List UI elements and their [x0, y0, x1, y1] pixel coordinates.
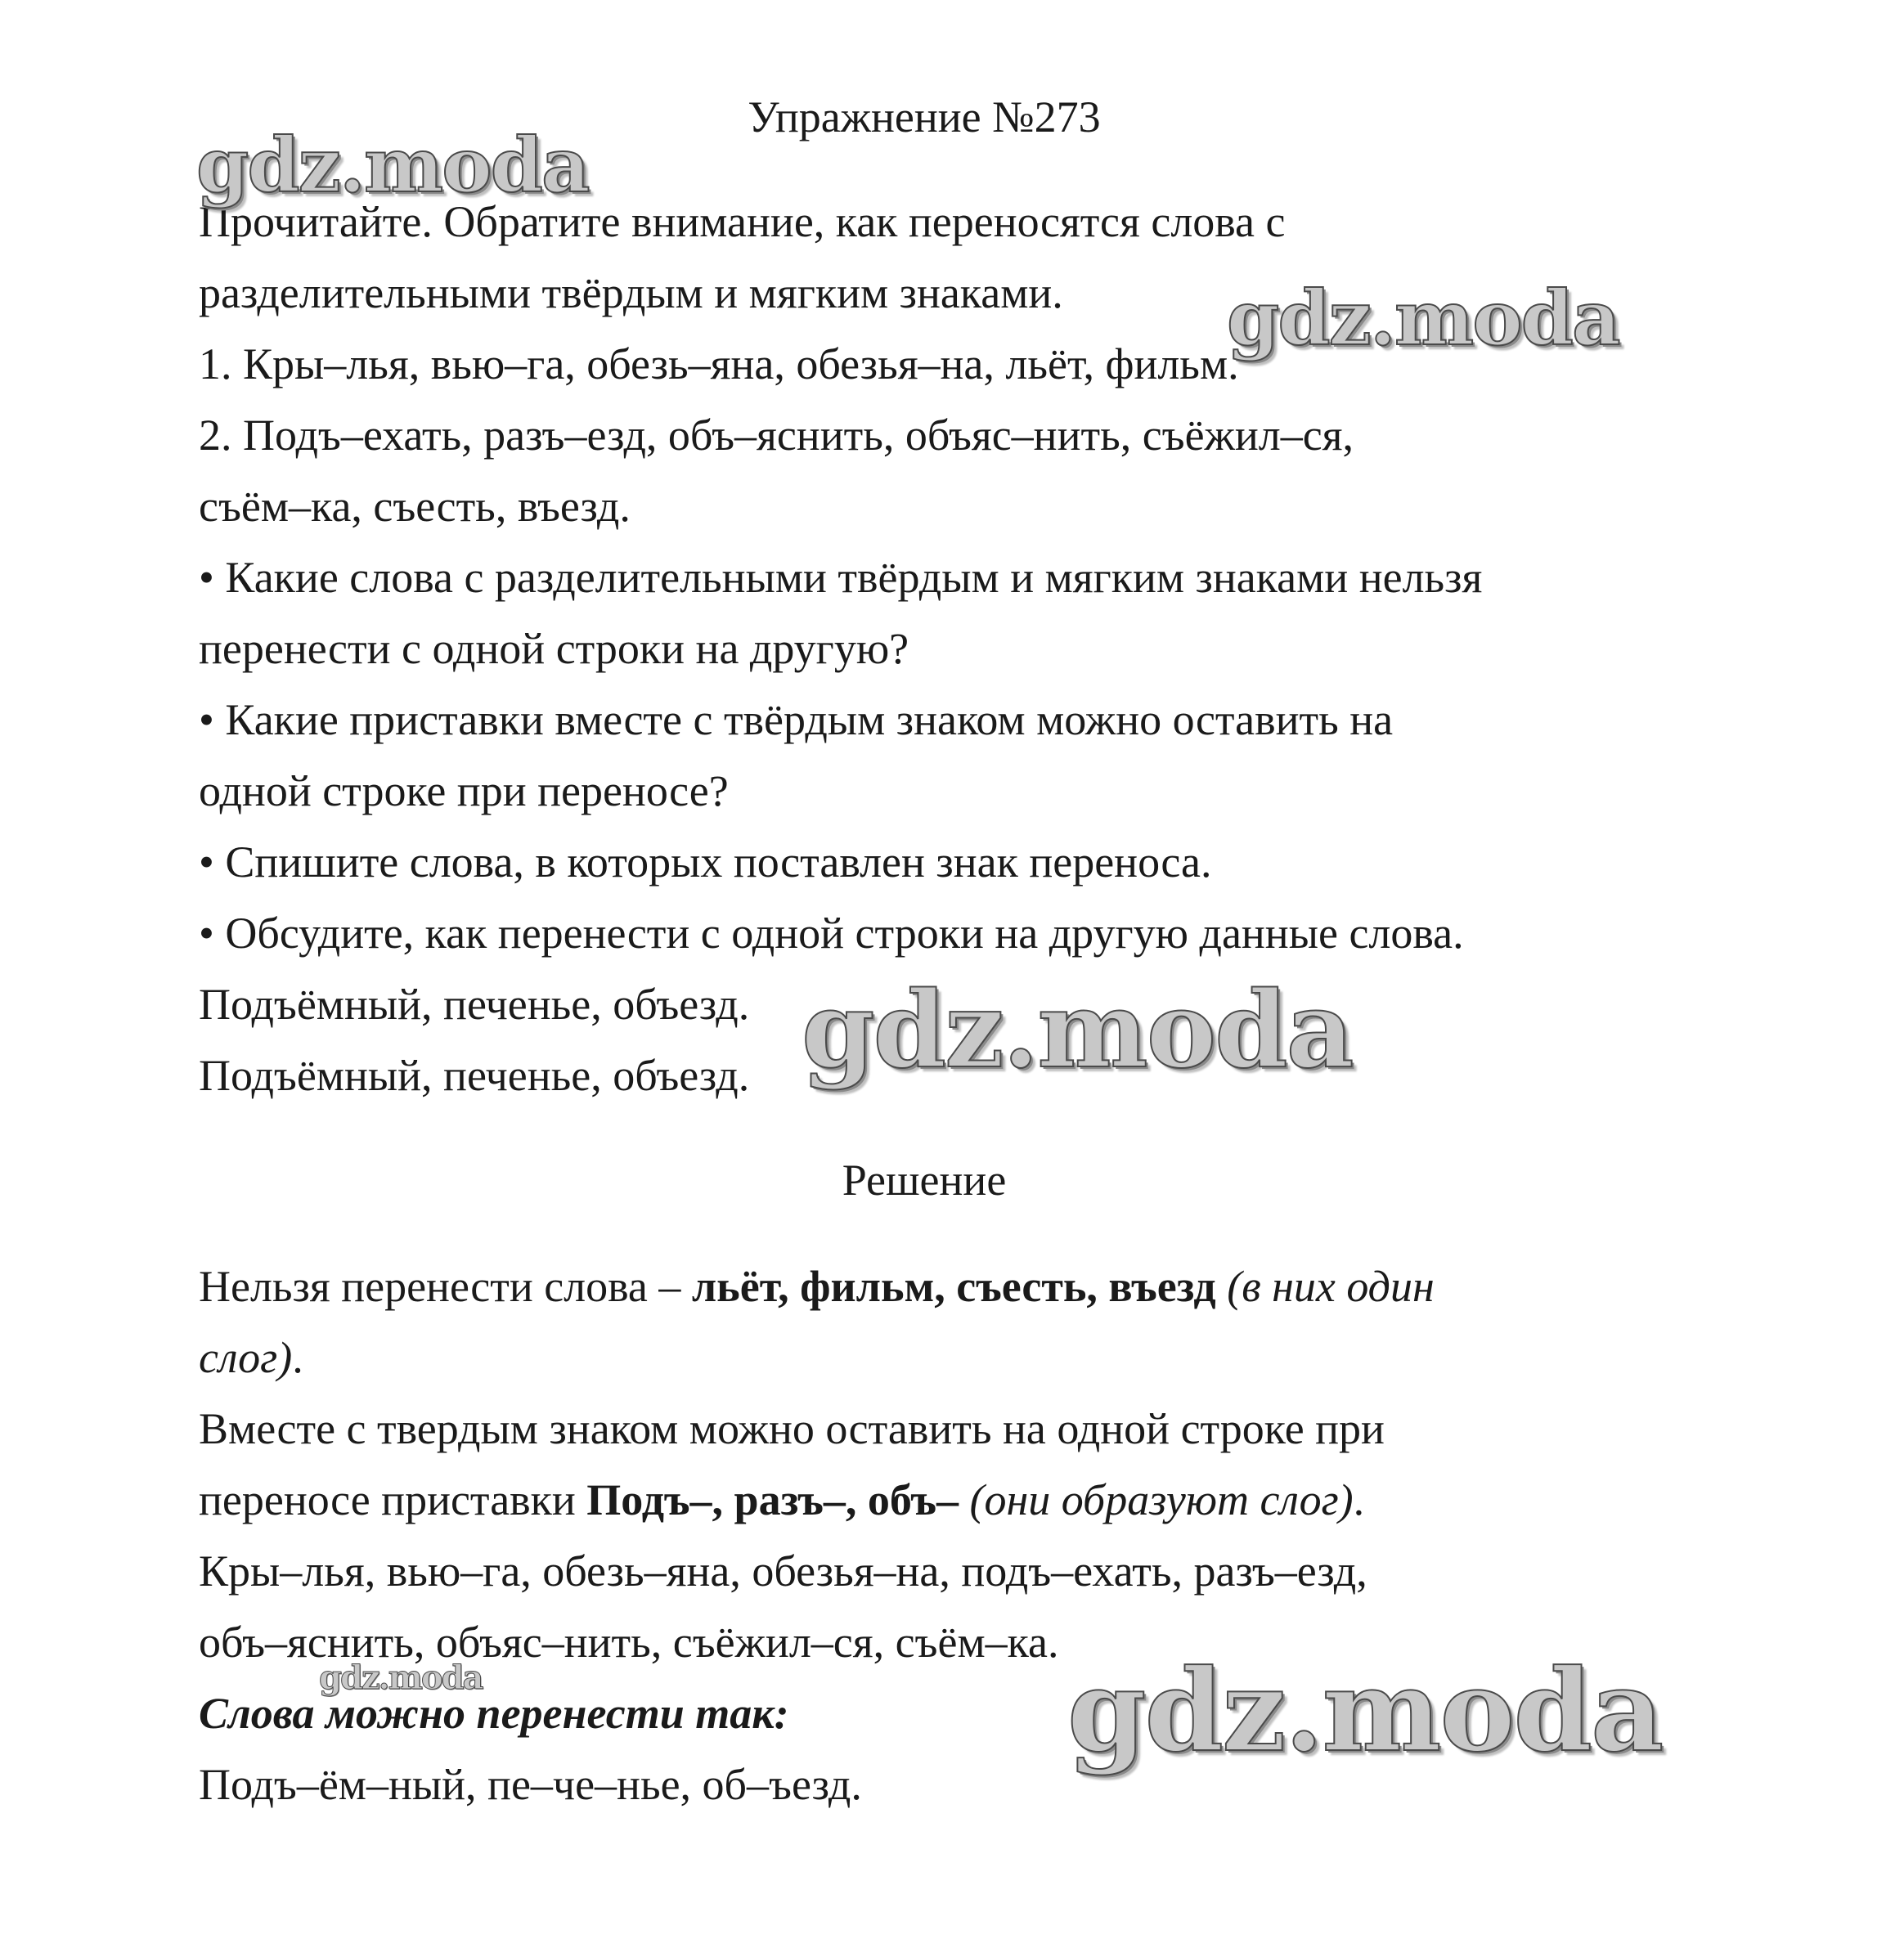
answer-1-note-start: (в них один	[1215, 1262, 1435, 1311]
watermark-logo: gdz.moda	[802, 969, 1353, 1092]
answer-1-words: льёт, фильм, съесть, въезд	[691, 1262, 1216, 1311]
answer-1-line-2	[199, 1322, 303, 1394]
answer-2-prefixes: Подъ–, разъ–, объ–	[586, 1475, 959, 1524]
question-2-line-1: • Какие приставки вместе с твёрдым знаком можно оставить на	[199, 695, 1394, 744]
answer-1-note-end: слог)	[199, 1333, 293, 1382]
question-2-line-2: одной строке при переносе?	[199, 766, 729, 815]
task-list-1: 1. Кры–лья, вью–га, обезь–яна, обезья–на, льёт, фильм.	[199, 339, 1239, 388]
answer-1-lead: Нельзя перенести слова –	[199, 1262, 692, 1311]
watermark-logo: gdz.moda	[319, 1659, 483, 1697]
words-line-1: Подъёмный, печенье, объезд.	[199, 980, 750, 1029]
answer-2-period: .	[1353, 1475, 1365, 1524]
question-3: • Спишите слова, в которых поставлен знак переноса.	[199, 837, 1212, 886]
exercise-title: Упражнение №273	[748, 92, 1101, 141]
answer-2-line-2	[199, 1465, 1364, 1536]
answer-2-note: (они образуют слог)	[958, 1475, 1354, 1524]
task-intro-line-2: разделительными твёрдым и мягким знаками.	[199, 268, 1063, 317]
answer-1-period: .	[292, 1333, 303, 1382]
question-4: • Обсудите, как перенести с одной строки на другую данные слова.	[199, 909, 1464, 958]
question-1-line-2: перенести с одной строки на другую?	[199, 624, 909, 673]
watermark-logo: gdz.moda	[1067, 1644, 1663, 1777]
answer-2-line-1: Вместе с твердым знаком можно оставить на одной строке при	[199, 1404, 1385, 1453]
answer-1-line-1	[199, 1251, 1435, 1322]
answer-3-line-2: объ–яснить, объяс–нить, съёжил–ся, съём–ка.	[199, 1618, 1059, 1667]
question-1-line-1: • Какие слова с разделительными твёрдым и мягким знаками нельзя	[199, 553, 1483, 602]
answer-4-heading: Слова можно перенести так:	[199, 1689, 789, 1738]
task-intro-line-1: Прочитайте. Обратите внимание, как переносятся слова с	[199, 197, 1286, 246]
answer-3-line-1: Кры–лья, вью–га, обезь–яна, обезья–на, подъ–ехать, разъ–езд,	[199, 1546, 1367, 1596]
answer-4-words: Подъ–ём–ный, пе–че–нье, об–ъезд.	[199, 1760, 862, 1809]
task-list-2-line-1: 2. Подъ–ехать, разъ–езд, объ–яснить, объяс–нить, съёжил–ся,	[199, 411, 1354, 460]
watermark-logo: gdz.moda	[1227, 274, 1619, 362]
answer-2-lead: переносе приставки	[199, 1475, 587, 1524]
solution-heading: Решение	[842, 1156, 1007, 1205]
task-list-2-line-2: съём–ка, съесть, въезд.	[199, 482, 631, 531]
words-line-2: Подъёмный, печенье, объезд.	[199, 1051, 750, 1100]
watermark-logo: gdz.moda	[196, 121, 589, 209]
